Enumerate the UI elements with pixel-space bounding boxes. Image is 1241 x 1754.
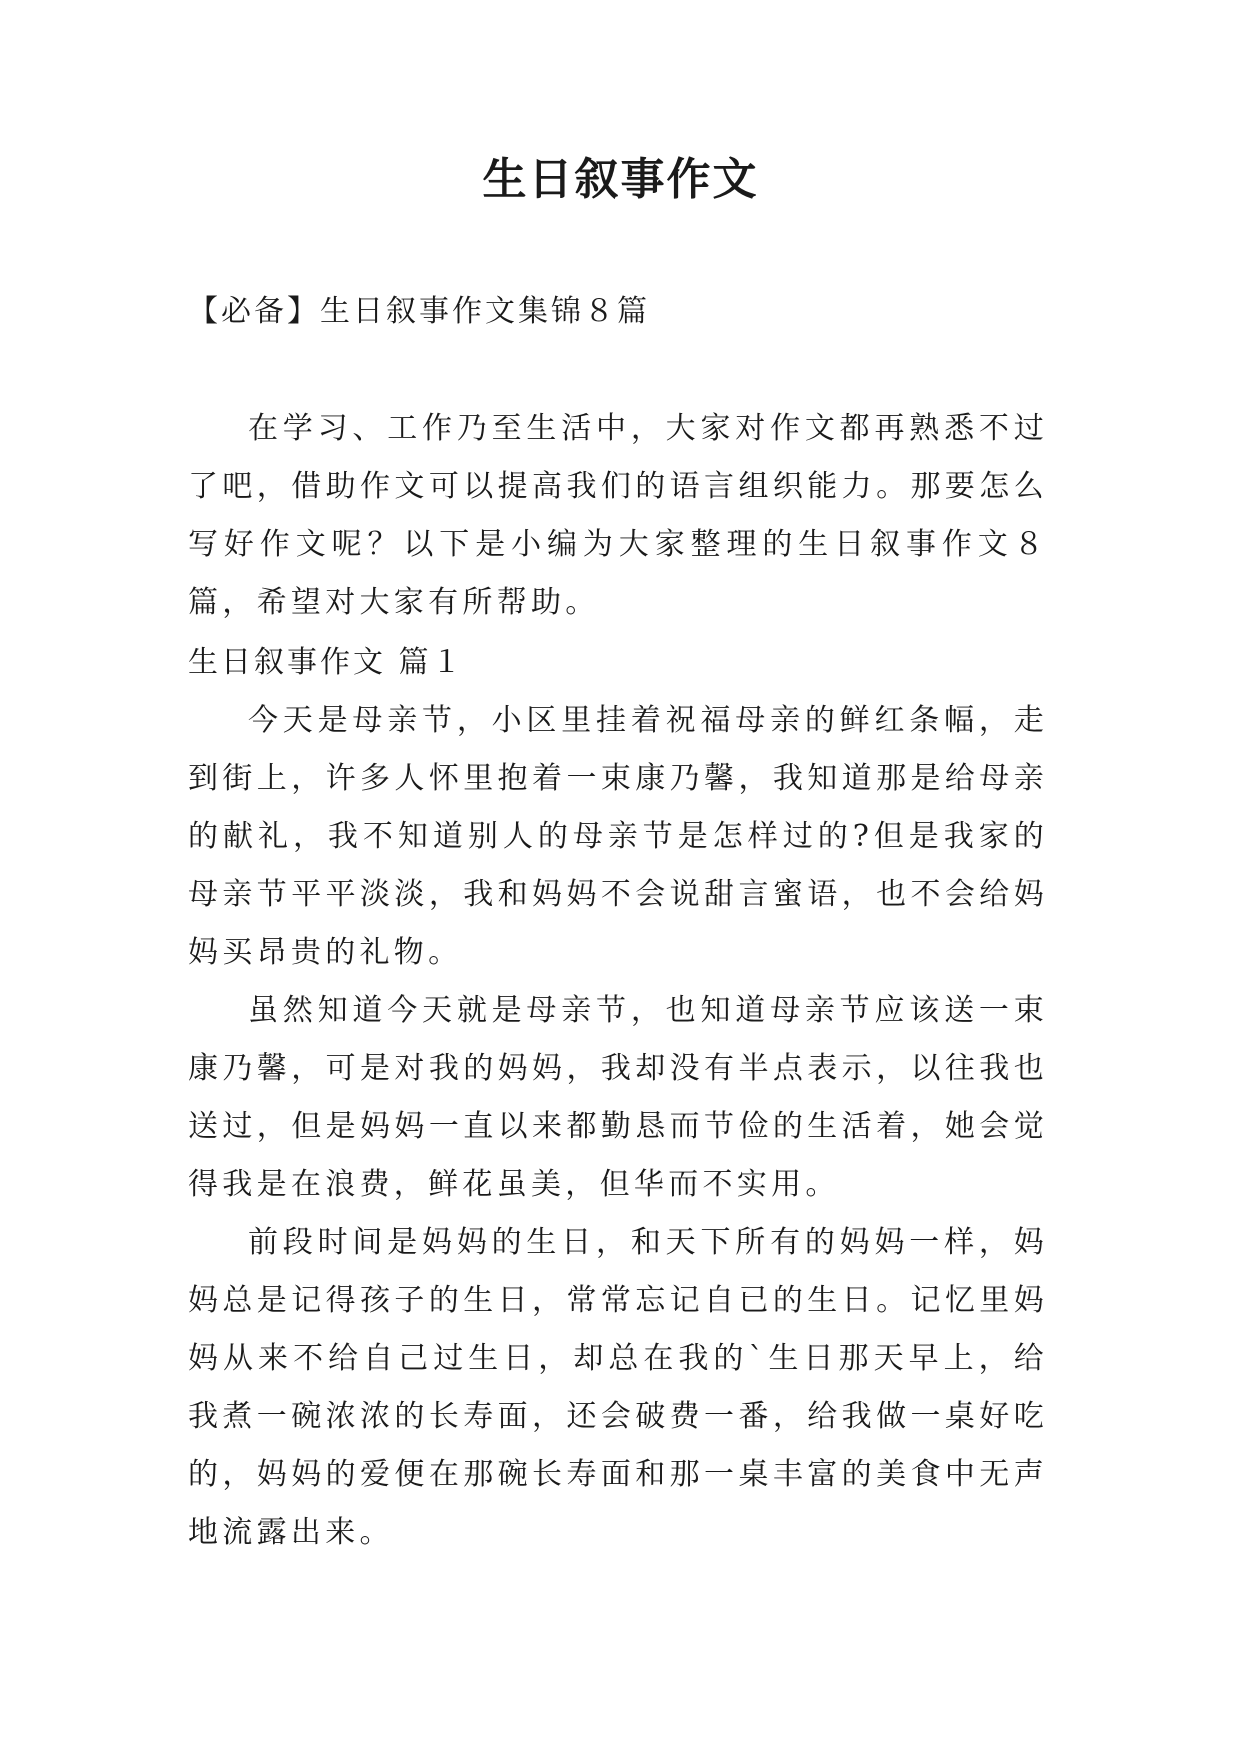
document-title: 生日叙事作文 xyxy=(482,154,759,205)
intro-paragraph: 在学习、工作乃至生活中，大家对作文都再熟悉不过了吧，借助作文可以提高我们的语言组织能力。那要怎么写好作文呢？以下是小编为大家整理的生日叙事作文８篇，希望对大家有所帮助。 xyxy=(188,411,1048,620)
intro-block xyxy=(188,400,1048,632)
paragraph: 前段时间是妈妈的生日，和天下所有的妈妈一样，妈妈总是记得孩子的生日，常常忘记自已的生日。记忆里妈妈从来不给自己过生日，却总在我的`生日那天早上，给我煮一碗浓浓的长寿面，还会破费一番，给我做一桌好吃的，妈妈的爱便在那碗长寿面和那一桌丰富的美食中无声地流露出来。 xyxy=(188,1225,1048,1550)
paragraph: 今天是母亲节，小区里挂着祝福母亲的鲜红条幅，走到街上，许多人怀里抱着一束康乃馨，我知道那是给母亲的献礼，我不知道别人的母亲节是怎样过的?但是我家的母亲节平平淡淡，我和妈妈不会说甜言蜜语，也不会给妈妈买昂贵的礼物。 xyxy=(188,703,1048,970)
section-heading: 生日叙事作文 篇１ xyxy=(188,645,465,680)
section-body xyxy=(188,692,1048,1562)
paragraph: 虽然知道今天就是母亲节，也知道母亲节应该送一束康乃馨，可是对我的妈妈，我却没有半点表示，以往我也送过，但是妈妈一直以来都勤恳而节俭的生活着，她会觉得我是在浪费，鲜花虽美，但华而不实用。 xyxy=(188,993,1048,1202)
document-subtitle: 【必备】生日叙事作文集锦８篇 xyxy=(188,294,650,329)
